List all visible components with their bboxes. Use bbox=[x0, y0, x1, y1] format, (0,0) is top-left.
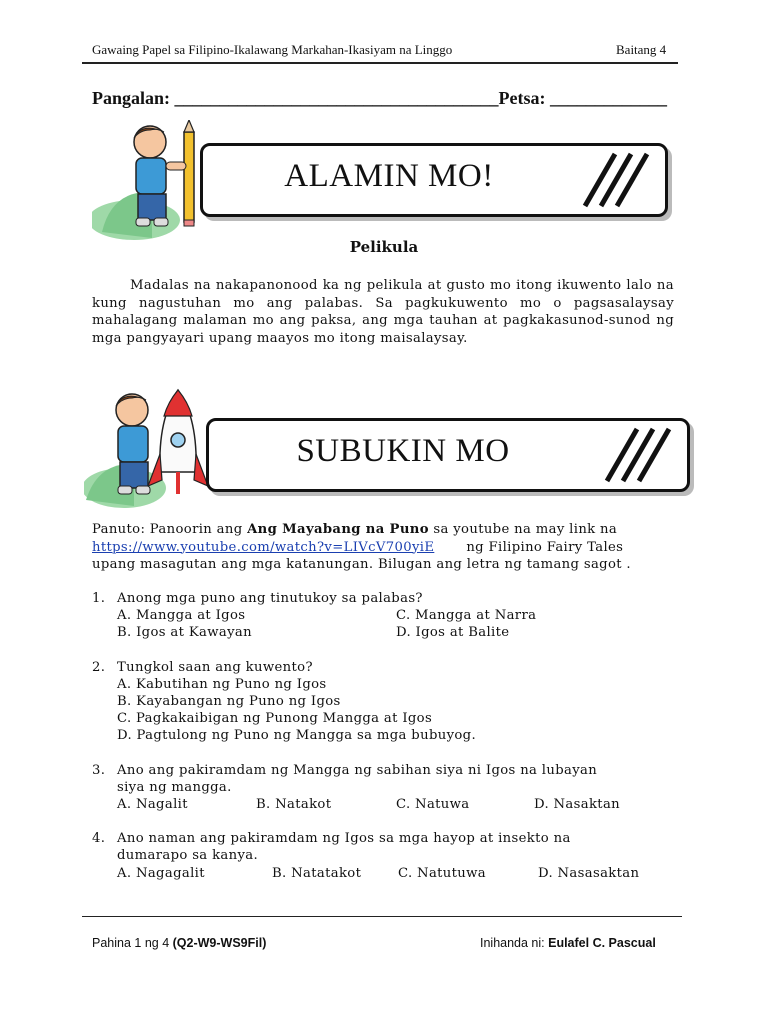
footer-author bbox=[480, 936, 656, 950]
option-d[interactable]: D. Pagtulong ng Puno ng Mangga sa mga bubuyog. bbox=[117, 728, 477, 743]
prepared-by-label: Inihanda ni: bbox=[480, 936, 549, 950]
name-label: Pangalan: bbox=[92, 88, 175, 108]
question-4 bbox=[92, 830, 682, 882]
question-text: Tungkol saan ang kuwento? bbox=[117, 660, 313, 675]
option-a[interactable]: A. Kabutihan ng Puno ng Igos bbox=[117, 677, 327, 692]
page-number: Pahina 1 ng 4 bbox=[92, 936, 173, 950]
section-title: Pelikula bbox=[349, 238, 419, 256]
intro-text: Madalas na nakapanonood ka ng pelikula at gusto mo itong ikuwento lalo na kung nagustuhan mo ang palabas. Sa pagkukuwento mo o pagsasalaysay mahalagang malaman mo ang paksa, ang mga tauhan at pagkakasunod-sunod ng mga pangyayari upang maayos mo itong maisalaysay. bbox=[92, 278, 674, 346]
stripes-decoration-icon bbox=[603, 427, 673, 483]
author-name: Eulafel C. Pascual bbox=[548, 936, 656, 950]
question-text: Ano ang pakiramdam ng Mangga ng sabihan siya ni Igos na lubayan bbox=[117, 763, 598, 778]
question-number: 1. bbox=[92, 591, 106, 606]
question-number: 2. bbox=[92, 660, 106, 675]
option-d[interactable]: D. Igos at Balite bbox=[396, 625, 510, 640]
option-c[interactable]: C. Mangga at Narra bbox=[396, 608, 537, 623]
instructions-mid: sa youtube na may link na bbox=[428, 522, 618, 537]
option-b[interactable]: B. Igos at Kawayan bbox=[117, 625, 252, 640]
option-b[interactable]: B. Natatakot bbox=[272, 866, 362, 881]
question-text: Ano naman ang pakiramdam ng Igos sa mga hayop at insekto na bbox=[117, 831, 571, 846]
option-a[interactable]: A. Mangga at Igos bbox=[117, 608, 246, 623]
option-b[interactable]: B. Natakot bbox=[256, 797, 332, 812]
subukin-mo-title: SUBUKIN MO bbox=[296, 433, 510, 469]
date-label: Petsa: bbox=[498, 88, 550, 108]
option-d[interactable]: D. Nasasaktan bbox=[538, 866, 640, 881]
boy-with-rocket-icon bbox=[84, 388, 210, 510]
header-divider bbox=[82, 62, 678, 64]
header-title: Gawaing Papel sa Filipino-Ikalawang Markahan-Ikasiyam na Linggo bbox=[92, 42, 453, 57]
header-grade: Baitang 4 bbox=[616, 42, 667, 57]
option-d[interactable]: D. Nasaktan bbox=[534, 797, 621, 812]
option-a[interactable]: A. Nagagalit bbox=[117, 866, 205, 881]
footer-divider bbox=[82, 916, 682, 917]
worksheet-code: (Q2-W9-WS9Fil) bbox=[172, 936, 267, 950]
question-2 bbox=[92, 659, 682, 745]
option-b[interactable]: B. Kayabangan ng Puno ng Igos bbox=[117, 694, 341, 709]
boy-with-pencil-icon bbox=[92, 120, 202, 242]
question-text: Anong mga puno ang tinutukoy sa palabas? bbox=[117, 591, 423, 606]
intro-paragraph bbox=[92, 277, 674, 347]
stripes-decoration-icon bbox=[581, 152, 651, 208]
question-text-cont: dumarapo sa kanya. bbox=[117, 848, 259, 863]
instructions-label: Panuto: Panoorin ang bbox=[92, 522, 248, 537]
instructions bbox=[92, 521, 682, 574]
question-text-cont: siya ng mangga. bbox=[117, 780, 232, 795]
alamin-mo-banner bbox=[200, 143, 668, 217]
option-c[interactable]: C. Pagkakaibigan ng Punong Mangga at Igos bbox=[117, 711, 433, 726]
alamin-mo-title: ALAMIN MO! bbox=[284, 158, 494, 194]
option-a[interactable]: A. Nagalit bbox=[117, 797, 188, 812]
date-field[interactable]: _____________ bbox=[550, 88, 667, 108]
instructions-after-link: ng Filipino Fairy Tales bbox=[466, 539, 624, 555]
question-1 bbox=[92, 590, 682, 642]
video-title: Ang Mayabang na Puno bbox=[247, 522, 429, 537]
footer-page bbox=[92, 936, 266, 950]
option-c[interactable]: C. Natuwa bbox=[396, 797, 470, 812]
name-date-row bbox=[92, 88, 667, 109]
youtube-link[interactable]: https://www.youtube.com/watch?v=LIVcV700yiE bbox=[92, 539, 435, 555]
instructions-line3: upang masagutan ang mga katanungan. Bilugan ang letra ng tamang sagot . bbox=[92, 557, 631, 572]
question-3 bbox=[92, 762, 682, 814]
question-number: 3. bbox=[92, 763, 106, 778]
subukin-mo-banner bbox=[206, 418, 690, 492]
name-field[interactable]: ____________________________________ bbox=[174, 88, 499, 108]
question-number: 4. bbox=[92, 831, 106, 846]
option-c[interactable]: C. Natutuwa bbox=[398, 866, 486, 881]
